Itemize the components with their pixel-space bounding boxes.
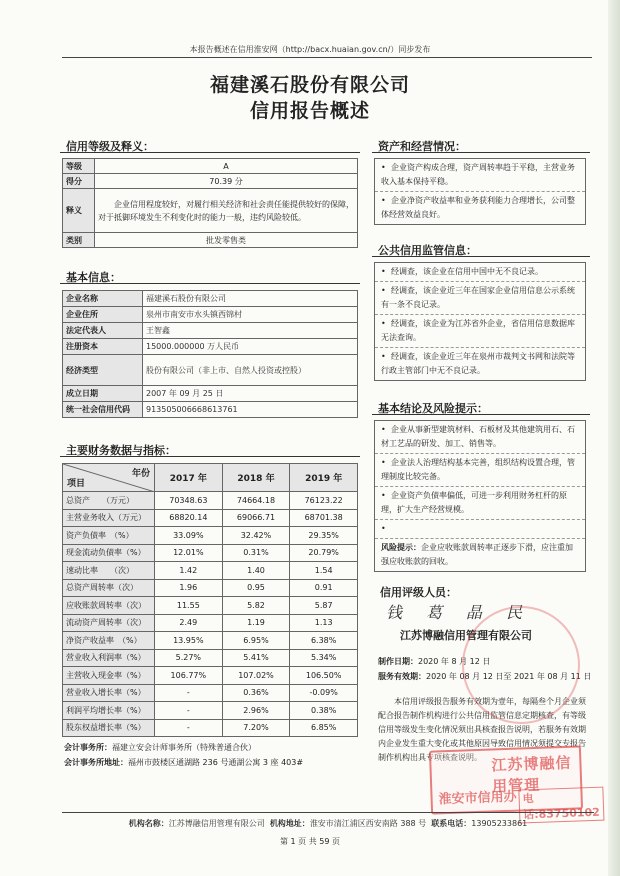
assets-item-text: 企业资产构成合理，资产周转率趋于平稳，主营业务收入基本保持平稳。 (381, 163, 575, 186)
finance-cell: 32.42% (222, 527, 290, 545)
footer-org-key: 机构名称： (128, 819, 169, 828)
public-item-text: 经调查，该企业在信用中国中无不良记录。 (391, 267, 543, 276)
finance-row (63, 562, 358, 580)
finance-item-label: 营业收入增长率（%） (63, 684, 155, 702)
finance-heading: 主要财务数据与指标： (66, 444, 176, 457)
rating-heading: 信用等级及释义： (66, 140, 154, 153)
basic-key: 统一社会信用代码 (63, 402, 143, 418)
production-date-value: 2020 年 8 月 12 日 (418, 657, 491, 666)
basic-rule (60, 283, 360, 284)
year-header: 2017 年 (155, 464, 223, 492)
finance-cell: 33.09% (155, 527, 223, 545)
footer-rule (62, 812, 594, 813)
finance-item-label: 营业收入利润率（%） (63, 649, 155, 667)
basic-key: 成立日期 (63, 386, 143, 402)
finance-corner-year: 年份 (131, 469, 150, 479)
rating-table (62, 158, 358, 248)
finance-cell: 68820.14 (155, 509, 223, 527)
risk-note (375, 539, 585, 571)
bullet-icon: • (381, 458, 386, 467)
raters-heading: 信用评级人员： (380, 586, 457, 599)
finance-cell: 12.01% (155, 544, 223, 562)
finance-cell: 74664.18 (222, 492, 290, 510)
public-item (375, 282, 585, 315)
public-heading: 公共信用监管信息： (378, 244, 477, 257)
assets-item (375, 192, 585, 224)
finance-cell: -0.09% (290, 684, 358, 702)
rater-signatures: 钱 葛 晶 民 (386, 603, 527, 622)
basic-key: 法定代表人 (63, 323, 143, 339)
basic-value: 2007 年 09 月 25 日 (143, 386, 358, 402)
public-item (375, 263, 585, 282)
stamp-office-text: 淮安市信用办 (438, 789, 517, 808)
stamp-phone-text: 电话:83750102 (518, 787, 604, 824)
conclusion-heading: 基本结论及风险提示： (378, 402, 488, 415)
rating-desc-value: 企业信用程度较好，对履行相关经济和社会责任能提供较好的保障，对于抵御环境发生不利变化时的能力一般，违约风险较低。 (95, 189, 358, 233)
bullet-icon: • (381, 491, 386, 500)
office-stamp (429, 745, 601, 822)
finance-row (63, 702, 358, 720)
finance-cell: - (155, 719, 223, 737)
risk-text: 企业应收账款周转率正逐步下滑，应注重加强应收账款的回收。 (381, 543, 573, 566)
public-item-text: 经调查，该企业近三年在国家企业信用信息公示系统有一条不良记录。 (381, 286, 575, 309)
footer-phone-value: 13905233861 (471, 819, 528, 828)
basic-key: 企业住所 (63, 307, 143, 323)
accounting-address-key: 会计事务所地址： (64, 758, 128, 767)
basic-key: 企业名称 (63, 291, 143, 307)
finance-cell: - (155, 684, 223, 702)
conclusion-item (375, 520, 585, 539)
finance-cell: 1.13 (290, 614, 358, 632)
finance-cell: 0.31% (222, 544, 290, 562)
finance-cell: 29.35% (290, 527, 358, 545)
finance-row (63, 492, 358, 510)
public-item (375, 348, 585, 380)
public-item-text: 经调查，该企业近三年在泉州市裁判文书网和法院等行政主管部门中无不良记录。 (381, 352, 575, 375)
bullet-icon: • (381, 267, 386, 276)
conclusion-box (374, 420, 586, 572)
company-title: 福建溪石股份有限公司 (209, 74, 410, 96)
finance-row (63, 579, 358, 597)
finance-row (63, 544, 358, 562)
finance-cell: 5.87 (290, 597, 358, 615)
year-header: 2018 年 (222, 464, 290, 492)
conclusion-item (375, 421, 585, 454)
finance-cell: 2.96% (222, 702, 290, 720)
finance-row (63, 684, 358, 702)
finance-corner-item: 项目 (67, 479, 86, 489)
rating-score-value: 70.39 分 (95, 174, 358, 189)
conclusion-item-text: 企业从事新型建筑材料、石板材及其他建筑用石、石材工艺品的研发、加工、销售等。 (381, 425, 575, 448)
finance-cell: 0.91 (290, 579, 358, 597)
accounting-firm-value: 福建立安会计师事务所（特殊普通合伙） (112, 743, 256, 752)
basic-heading: 基本信息： (66, 271, 121, 284)
finance-cell: 20.79% (290, 544, 358, 562)
conclusion-item (375, 454, 585, 487)
footer-address-key: 机构地址： (269, 819, 310, 828)
finance-cell: 13.95% (155, 632, 223, 650)
finance-item-label: 主营收入现金率（%） (63, 667, 155, 685)
finance-cell: 5.82 (222, 597, 290, 615)
public-box (374, 262, 586, 381)
basic-value: 15000.000000 万人民币 (143, 339, 358, 355)
report-title: 信用报告概述 (249, 100, 370, 122)
finance-item-label: 总资产周转率（次） (63, 579, 155, 597)
finance-cell: 1.40 (222, 562, 290, 580)
rating-desc-key: 释义 (63, 189, 95, 233)
footer-phone-key: 联系电话： (431, 819, 472, 828)
finance-cell: 106.77% (155, 667, 223, 685)
stamp-upper-text: 江苏博融信用管理 (491, 753, 572, 796)
finance-cell: 0.36% (222, 684, 290, 702)
bullet-icon: • (381, 163, 386, 172)
finance-cell: 76123.22 (290, 492, 358, 510)
finance-row (63, 719, 358, 737)
conclusion-item (375, 487, 585, 520)
public-item (375, 315, 585, 348)
risk-label: 风险提示： (381, 543, 421, 552)
finance-item-label: 利润平均增长率（%） (63, 702, 155, 720)
validity-note: 本信用评级报告服务有效期为壹年，每隔叁个月企业须配合报告制作机构进行公共信用监管信息定期核查，有等级信用等级发生变化情况须出具核查报告说明，若服务有效期内企业发生重大变化或其他原因导致信用情况须提交专报告制作机构出具专项核查说明。 (378, 697, 586, 762)
page-number: 第 1 页 共 59 页 (280, 837, 340, 846)
assets-box (374, 158, 586, 225)
bullet-icon: • (381, 196, 386, 205)
service-period-key: 服务有效期： (378, 672, 426, 681)
publish-note: 本报告概述在信用淮安网（http://bacx.huaian.gov.cn/）同步发布 (189, 45, 431, 54)
finance-cell: 6.38% (290, 632, 358, 650)
finance-row (63, 597, 358, 615)
finance-cell: 0.95 (222, 579, 290, 597)
conclusion-item-text: 企业资产负债率偏低，可进一步利用财务杠杆的原理，扩大生产经营规模。 (381, 491, 567, 514)
finance-item-label: 现金流动负债率（%） (63, 544, 155, 562)
production-date-key: 制作日期： (378, 657, 418, 666)
conclusion-rule (372, 414, 590, 415)
finance-cell: 11.55 (155, 597, 223, 615)
accounting-firm-key: 会计事务所： (64, 743, 112, 752)
finance-item-label: 净资产收益率 （%） (63, 632, 155, 650)
finance-cell: 6.95% (222, 632, 290, 650)
finance-item-label: 总资产 （万元） (63, 492, 155, 510)
company-seal (462, 606, 580, 724)
diagonal-line-icon (63, 464, 155, 492)
basic-value: 股份有限公司（非上市、自然人投资或控股） (143, 355, 358, 386)
finance-item-label: 主营业务收入（万元） (63, 509, 155, 527)
finance-cell: 6.85% (290, 719, 358, 737)
finance-cell: 1.19 (222, 614, 290, 632)
assets-item-text: 企业净资产收益率和业务获利能力合理增长，公司整体经营效益良好。 (381, 196, 575, 219)
bullet-icon: • (381, 352, 386, 361)
finance-cell: 5.34% (290, 649, 358, 667)
finance-item-label: 股东权益增长率（%） (63, 719, 155, 737)
accounting-address (64, 757, 303, 768)
assets-item (375, 159, 585, 192)
rating-grade-value: A (95, 159, 358, 174)
basic-value: 福建溪石股份有限公司 (143, 291, 358, 307)
basic-value: 王智鑫 (143, 323, 358, 339)
finance-row (63, 527, 358, 545)
finance-cell: 5.27% (155, 649, 223, 667)
finance-cell: - (155, 702, 223, 720)
finance-table (62, 463, 358, 737)
conclusion-item-text: 企业法人治理结构基本完善，组织结构设置合理，管理制度比较完备。 (381, 458, 575, 481)
accounting-address-value: 福州市鼓楼区通湖路 236 号通湖公寓 3 座 403# (128, 758, 304, 767)
finance-cell: 5.41% (222, 649, 290, 667)
service-period-value: 2020 年 08 月 12 日至 2021 年 08 月 11 日 (426, 672, 592, 681)
finance-cell: 107.02% (222, 667, 290, 685)
year-header: 2019 年 (290, 464, 358, 492)
finance-cell: 2.49 (155, 614, 223, 632)
finance-corner-header (63, 464, 155, 492)
bullet-icon: • (381, 524, 386, 533)
finance-cell: 1.96 (155, 579, 223, 597)
public-rule (372, 256, 590, 257)
basic-key: 经济类型 (63, 355, 143, 386)
finance-rule (60, 456, 360, 457)
rater-agency: 江苏博融信用管理有限公司 (400, 629, 532, 642)
finance-cell: 70348.63 (155, 492, 223, 510)
rating-rule (60, 152, 360, 153)
basic-key: 注册资本 (63, 339, 143, 355)
finance-cell: 7.20% (222, 719, 290, 737)
footer-line (62, 818, 594, 829)
bullet-icon: • (381, 425, 386, 434)
rating-score-key: 得分 (63, 174, 95, 189)
finance-row (63, 632, 358, 650)
finance-item-label: 速动比率 （次） (63, 562, 155, 580)
header-rule (62, 57, 592, 58)
finance-row (63, 509, 358, 527)
finance-row (63, 614, 358, 632)
finance-cell: 69066.71 (222, 509, 290, 527)
basic-table (62, 290, 358, 418)
footer-address-value: 淮安市清江浦区西安南路 388 号 (309, 819, 427, 828)
finance-cell: 106.50% (290, 667, 358, 685)
rating-category-key: 类别 (63, 233, 95, 248)
basic-value: 泉州市南安市水头镇西锦村 (143, 307, 358, 323)
rating-category-value: 批发零售类 (95, 233, 358, 248)
page-edge (608, 0, 620, 876)
bullet-icon: • (381, 286, 386, 295)
finance-item-label: 流动资产周转率（次） (63, 614, 155, 632)
assets-heading: 资产和经营情况： (378, 140, 466, 153)
finance-item-label: 资产负债率 （%） (63, 527, 155, 545)
finance-cell: 1.54 (290, 562, 358, 580)
public-item-text: 经调查，该企业为江苏省外企业，省信用信息数据库无法查询。 (381, 319, 575, 342)
footer-org-value: 江苏博融信用管理有限公司 (168, 819, 265, 828)
rating-grade-key: 等级 (63, 159, 95, 174)
finance-cell: 1.42 (155, 562, 223, 580)
finance-item-label: 应收账款周转率（次） (63, 597, 155, 615)
accounting-firm (64, 742, 256, 753)
finance-row (63, 649, 358, 667)
bullet-icon: • (381, 319, 386, 328)
basic-value: 913505006668613761 (143, 402, 358, 418)
finance-cell: 68701.38 (290, 509, 358, 527)
finance-cell: 0.38% (290, 702, 358, 720)
finance-row (63, 667, 358, 685)
finance-body (63, 492, 358, 737)
assets-rule (372, 152, 590, 153)
